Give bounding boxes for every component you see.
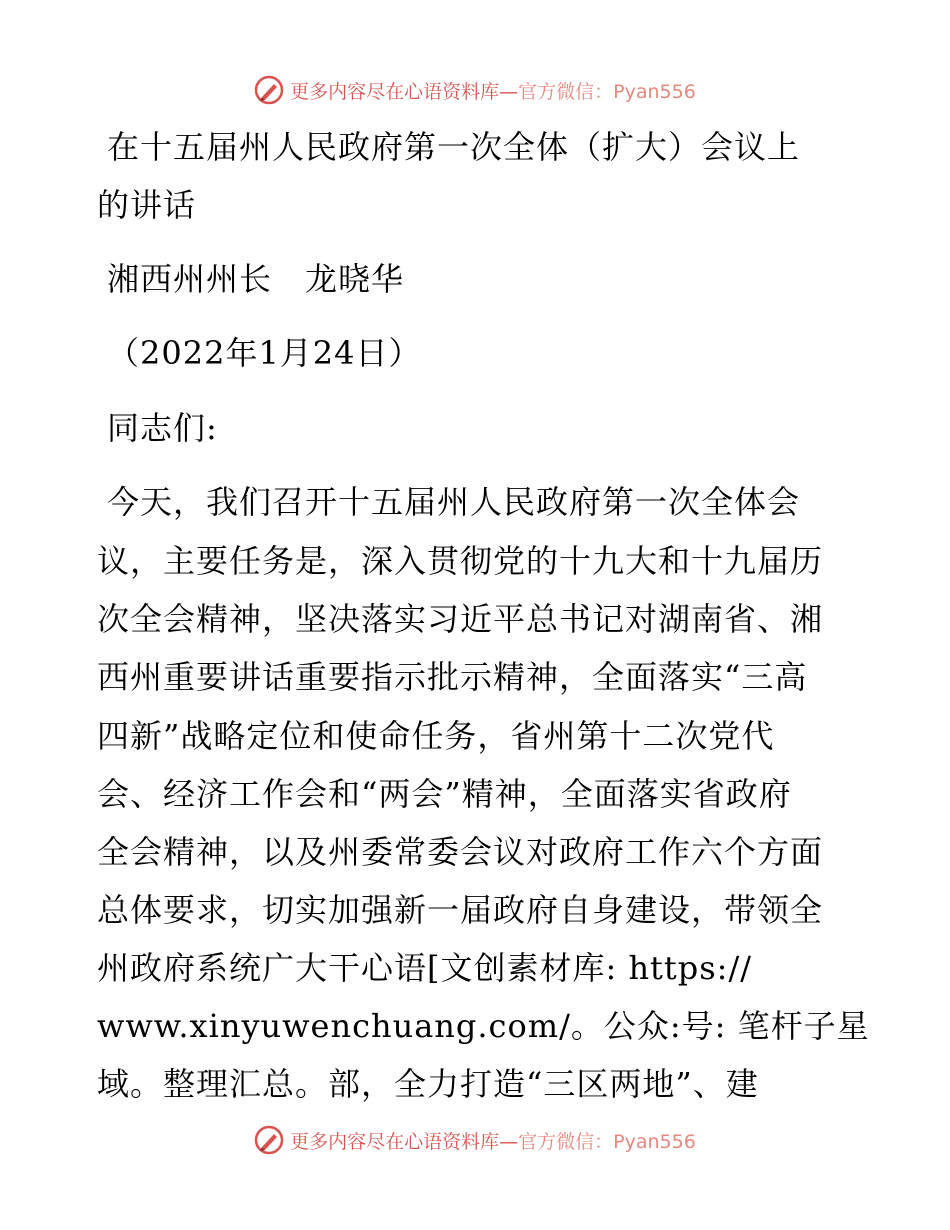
document-title-line-2: 的讲话 [97, 186, 197, 224]
body-line: 四新”战略定位和使命任务，省州第十二次党代 [97, 717, 775, 755]
body-line: 会、经济工作会和“两会”精神，全面落实省政府 [97, 775, 792, 813]
salutation-line: 同志们: [107, 409, 218, 447]
body-line: 全会精神，以及州委常委会议对政府工作六个方面 [97, 833, 824, 871]
body-line: 今天，我们召开十五届州人民政府第一次全体会 [107, 483, 801, 521]
document-title-line-1: 在十五届州人民政府第一次全体（扩大）会议上 [107, 128, 801, 166]
body-line: 议，主要任务是，深入贯彻党的十九大和十九届历 [97, 542, 824, 580]
pen-logo-icon [254, 75, 284, 105]
body-line: 次全会精神，坚决落实习近平总书记对湖南省、湘 [97, 600, 824, 638]
body-line: 域。整理汇总。部，全力打造“三区两地”、建 [97, 1065, 759, 1103]
body-line: 总体要求，切实加强新一届政府自身建设，带领全 [97, 891, 824, 929]
banner-text: 更多内容尽在心语资料库—官方微信：Pyan556 [290, 80, 696, 103]
body-line: 西州重要讲话重要指示批示精神，全面落实“三高 [97, 658, 808, 696]
banner-text: 更多内容尽在心语资料库—官方微信：Pyan556 [290, 1130, 696, 1153]
body-line: www.xinyuwenchuang.com/。公众:号: 笔杆子星 [97, 1007, 870, 1045]
author-line: 湘西州州长 龙晓华 [107, 260, 405, 298]
footer-watermark-banner [0, 1120, 950, 1160]
pen-logo-icon [254, 1125, 284, 1155]
body-line: 州政府系统广大干心语[文创素材库: https:// [97, 949, 753, 987]
header-watermark-banner [0, 70, 950, 110]
date-line: （2022年1月24日） [107, 334, 422, 372]
